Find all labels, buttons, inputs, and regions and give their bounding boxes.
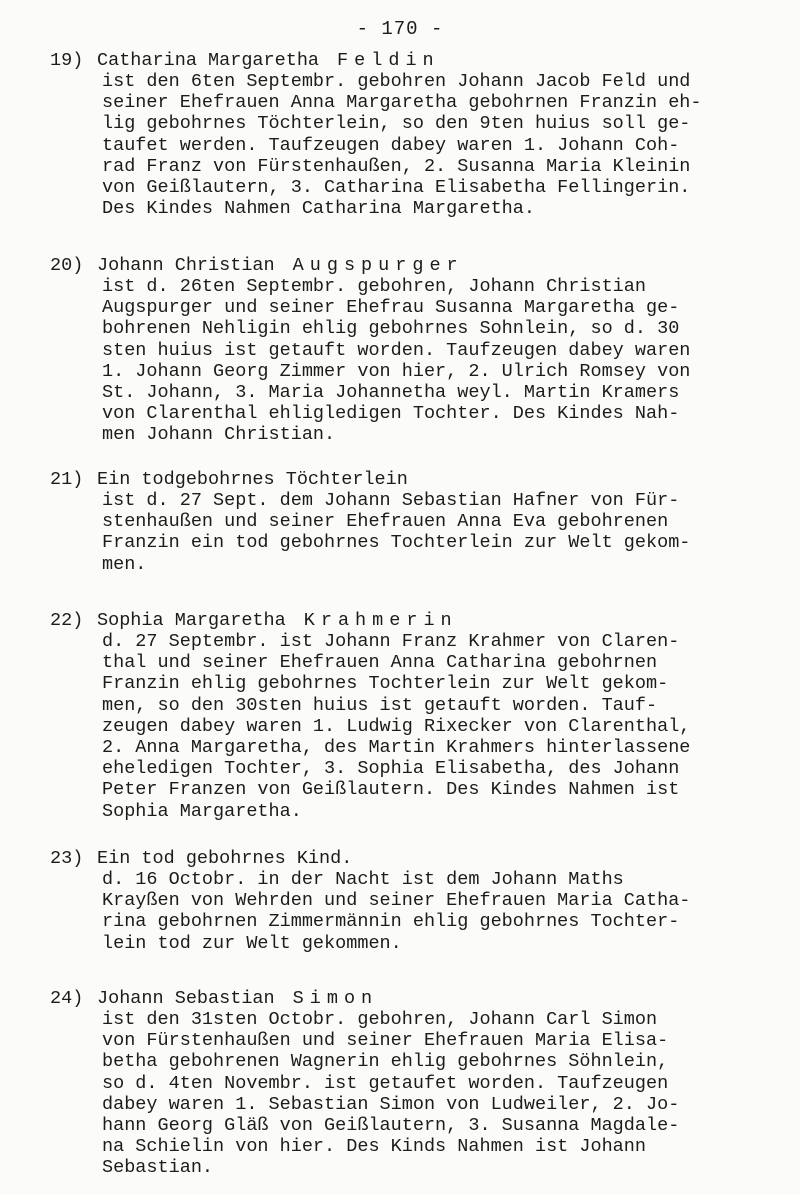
entry-line: zeugen dabey waren 1. Ludwig Rixecker von Clarenthal,	[102, 715, 691, 737]
entry-line: ist den 6ten Septembr. gebohren Johann Jacob Feld und	[102, 71, 691, 92]
entry-line: Franzin ehlig gebohrnes Tochterlein zur Welt gekom-	[102, 673, 669, 695]
entry-surname: Feldin	[337, 50, 440, 71]
entry-number: 21)	[50, 469, 84, 490]
baptism-entry-22	[50, 610, 770, 822]
entry-line: Krayßen von Wehrden und seiner Ehefrauen Maria Catha-	[102, 890, 691, 912]
entry-body	[102, 71, 770, 219]
entry-line: 2. Anna Margaretha, des Martin Krahmers hinterlassene	[102, 737, 691, 759]
entry-title: Ein todgebohrnes Töchterlein	[97, 469, 408, 490]
entry-line: ist d. 27 Sept. dem Johann Sebastian Hafner von Für-	[102, 490, 680, 511]
entry-line: bohrenen Nehligin ehlig gebohrnes Sohnlein, so d. 30	[102, 318, 680, 340]
entry-body	[102, 1009, 770, 1179]
page-number: - 170 -	[356, 18, 444, 40]
entry-surname: Simon	[292, 988, 379, 1009]
entry-line: men Johann Christian.	[102, 424, 336, 446]
stillbirth-entry-23	[50, 848, 770, 954]
entry-line: Sebastian.	[102, 1157, 214, 1179]
entry-title: Sophia Margaretha	[97, 610, 286, 631]
entry-line: men, so den 30sten huius ist getauft worden. Tauf-	[102, 694, 658, 716]
entry-line: von Geißlautern, 3. Catharina Elisabetha Fellingerin.	[102, 177, 691, 199]
entry-line: d. 16 Octobr. in der Nacht ist dem Johann Maths	[102, 869, 624, 890]
entry-line: thal und seiner Ehefrauen Anna Catharina gebohrnen	[102, 652, 658, 674]
entry-line: 1. Johann Georg Zimmer von hier, 2. Ulrich Romsey von	[102, 360, 691, 382]
entry-line: ist den 31sten Octobr. gebohren, Johann Carl Simon	[102, 1009, 658, 1030]
entry-number: 19)	[50, 50, 84, 71]
baptism-entry-19	[50, 50, 770, 219]
entry-line: sten huius ist getauft worden. Taufzeugen dabey waren	[102, 339, 691, 361]
entry-header	[50, 50, 770, 71]
entry-number: 22)	[50, 610, 84, 631]
entry-line: seiner Ehefrauen Anna Margaretha gebohrnen Franzin eh-	[102, 92, 702, 114]
entry-body	[102, 490, 770, 575]
entry-body	[102, 631, 770, 822]
entry-line: St. Johann, 3. Maria Johannetha weyl. Martin Kramers	[102, 382, 680, 404]
entry-line: dabey waren 1. Sebastian Simon von Ludweiler, 2. Jo-	[102, 1093, 680, 1115]
entry-line: so d. 4ten Novembr. ist getaufet worden. Taufzeugen	[102, 1072, 669, 1094]
entry-title: Ein tod gebohrnes Kind.	[97, 848, 353, 869]
entry-title: Johann Sebastian	[97, 988, 275, 1009]
entry-line: Augspurger und seiner Ehefrau Susanna Margaretha ge-	[102, 297, 680, 319]
entry-number: 20)	[50, 255, 84, 276]
baptism-entry-24	[50, 988, 770, 1179]
entry-title: Catharina Margaretha	[97, 50, 320, 71]
entry-line: von Clarenthal ehligledigen Tochter. Des Kindes Nah-	[102, 403, 680, 425]
entry-body	[102, 869, 770, 954]
entry-line: eheledigen Tochter, 3. Sophia Elisabetha, des Johann	[102, 758, 680, 780]
entry-line: ist d. 26ten Septembr. gebohren, Johann Christian	[102, 276, 646, 297]
entry-line: hann Georg Gläß von Geißlautern, 3. Susanna Magdale-	[102, 1115, 680, 1137]
entry-line: rad Franz von Fürstenhaußen, 2. Susanna Maria Kleinin	[102, 155, 691, 177]
entry-surname: Krahmerin	[303, 610, 458, 631]
entry-line: betha gebohrenen Wagnerin ehlig gebohrnes Söhnlein,	[102, 1051, 669, 1073]
entry-line: men.	[102, 553, 147, 575]
entry-line: Franzin ein tod gebohrnes Tochterlein zur Welt gekom-	[102, 532, 691, 554]
entry-number: 24)	[50, 988, 84, 1009]
baptism-entry-20	[50, 255, 770, 446]
entry-line: taufet werden. Taufzeugen dabey waren 1. Johann Coh-	[102, 134, 680, 156]
entry-line: von Fürstenhaußen und seiner Ehefrauen Maria Elisa-	[102, 1030, 669, 1052]
entry-line: stenhaußen und seiner Ehefrauen Anna Eva gebohrenen	[102, 511, 669, 533]
entry-surname: Augspurger	[292, 255, 464, 276]
entry-header	[50, 610, 770, 631]
entry-header	[50, 469, 770, 490]
entry-header	[50, 848, 770, 869]
entry-line: lig gebohrnes Töchterlein, so den 9ten huius soll ge-	[102, 113, 691, 135]
entry-number: 23)	[50, 848, 84, 869]
entry-line: Sophia Margaretha.	[102, 800, 302, 822]
entry-header	[50, 988, 770, 1009]
entry-line: d. 27 Septembr. ist Johann Franz Krahmer von Claren-	[102, 631, 680, 652]
entry-title: Johann Christian	[97, 255, 275, 276]
entry-line: Des Kindes Nahmen Catharina Margaretha.	[102, 198, 535, 220]
entry-line: lein tod zur Welt gekommen.	[102, 932, 402, 954]
entry-line: Peter Franzen von Geißlautern. Des Kindes Nahmen ist	[102, 779, 680, 801]
entry-header	[50, 255, 770, 276]
entry-line: na Schielin von hier. Des Kinds Nahmen ist Johann	[102, 1136, 646, 1158]
entry-line: rina gebohrnen Zimmermännin ehlig gebohrnes Tochter-	[102, 911, 680, 933]
stillbirth-entry-21	[50, 469, 770, 575]
entry-body	[102, 276, 770, 446]
